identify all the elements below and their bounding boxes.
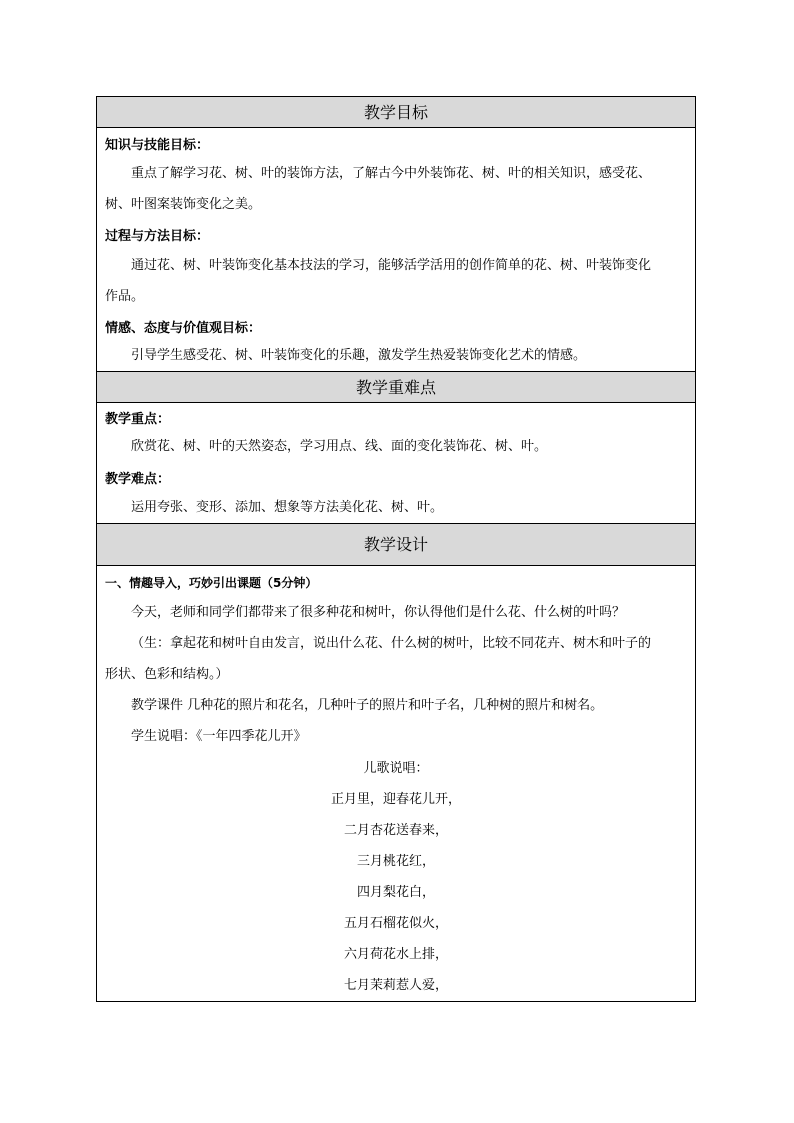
emotion-heading: 情感、态度与价值观目标：	[105, 321, 262, 336]
knowledge-line-2: 树、叶图案装饰变化之美。	[105, 197, 262, 212]
key-points-section-header	[97, 371, 695, 403]
process-heading: 过程与方法目标：	[105, 229, 210, 244]
design-title: 教学设计	[363, 535, 428, 554]
lesson-plan-table	[96, 96, 696, 1002]
step1-heading: 一、情趣导入，巧妙引出课题（5分钟）	[105, 576, 318, 590]
knowledge-line-1: 重点了解学习花、树、叶的装饰方法，了解古今中外装饰花、树、叶的相关知识，感受花、	[131, 166, 652, 181]
song-line: 六月荷花水上排，	[343, 947, 448, 962]
key-points-title: 教学重难点	[355, 378, 436, 397]
focus-line: 欣赏花、树、叶的天然姿态，学习用点、线、面的变化装饰花、树、叶。	[131, 439, 548, 454]
difficulty-heading: 教学难点：	[105, 472, 171, 487]
difficulty-line: 运用夸张、变形、添加、想象等方法美化花、树、叶。	[131, 500, 444, 515]
song-line: 五月石榴花似火，	[343, 916, 448, 931]
song-line: 七月茉莉惹人爱，	[343, 978, 448, 993]
design-para-4: 学生说唱：《一年四季花儿开》	[131, 729, 307, 744]
design-para-1: 今天，老师和同学们都带来了很多种花和树叶，你认得他们是什么花、什么树的叶吗？	[131, 605, 626, 620]
design-para-2-line-2: 形状、色彩和结构。）	[105, 667, 229, 682]
song-line: 二月杏花送春来，	[343, 823, 448, 838]
emotion-line-1: 引导学生感受花、树、叶装饰变化的乐趣，激发学生热爱装饰变化艺术的情感。	[131, 348, 587, 363]
song-line: 正月里，迎春花儿开，	[330, 792, 461, 807]
process-line-1: 通过花、树、叶装饰变化基本技法的学习，能够活学活用的创作简单的花、树、叶装饰变化	[131, 258, 652, 273]
song-intro: 儿歌说唱：	[363, 761, 429, 776]
goals-title: 教学目标	[363, 103, 428, 122]
song-line: 三月桃花红，	[356, 854, 435, 869]
goals-section-header	[97, 97, 695, 128]
song-line: 四月梨花白，	[356, 885, 435, 900]
focus-heading: 教学重点：	[105, 412, 171, 427]
knowledge-heading: 知识与技能目标：	[105, 138, 210, 153]
design-para-2-line-1: （生：拿起花和树叶自由发言，说出什么花、什么树的树叶，比较不同花卉、树木和叶子的	[131, 636, 652, 651]
design-para-3: 教学课件 几种花的照片和花名，几种叶子的照片和叶子名，几种树的照片和树名。	[131, 698, 604, 713]
process-line-2: 作品。	[105, 289, 145, 304]
design-section-header	[97, 523, 695, 566]
